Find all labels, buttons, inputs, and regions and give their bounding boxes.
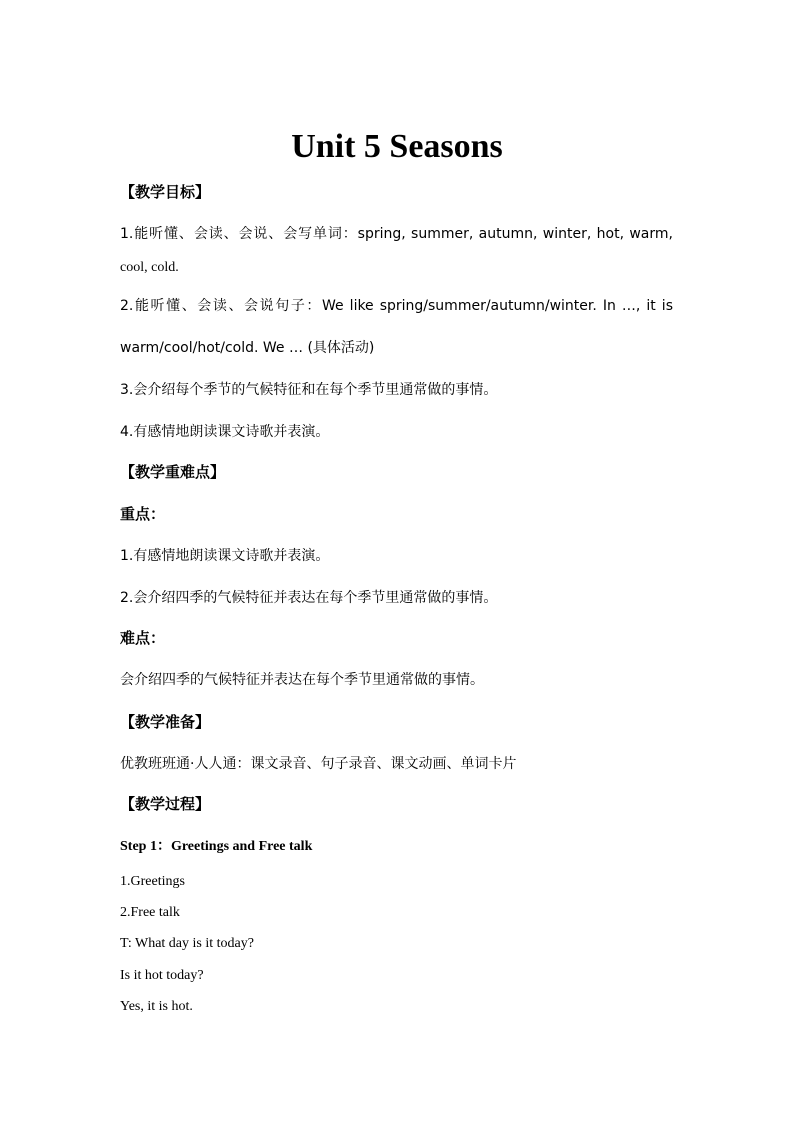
objective-1-line-1: 1.能听懂、会读、会说、会写单词：spring, summer, autumn, winter, hot, warm, [120, 226, 673, 242]
objectives-heading: 【教学目标】 [120, 183, 211, 201]
process-heading: 【教学过程】 [120, 795, 211, 813]
objective-1-line-2: cool, cold. [120, 260, 179, 275]
objective-2-line-1: 2.能听懂、会读、会说句子：We like spring/summer/autumn/winter. In …, it is [120, 298, 673, 314]
key-points-label: 重点： [120, 505, 166, 523]
step-1-item-1: 1.Greetings [120, 874, 185, 889]
preparation-text: 优教班班通·人人通：课文录音、句子录音、课文动画、单词卡片 [120, 756, 517, 772]
step-1-title: Step 1：Greetings and Free talk [120, 839, 313, 854]
key-point-2: 2.会介绍四季的气候特征并表达在每个季节里通常做的事情。 [120, 590, 498, 606]
dialogue-line-3: Yes, it is hot. [120, 999, 193, 1014]
step-1-item-2: 2.Free talk [120, 905, 180, 920]
objective-4: 4.有感情地朗读课文诗歌并表演。 [120, 424, 330, 440]
document-title: Unit 5 Seasons [291, 128, 503, 165]
objective-2-line-2: warm/cool/hot/cold. We … (具体活动) [120, 340, 375, 356]
difficult-label: 难点： [120, 629, 166, 647]
objective-3: 3.会介绍每个季节的气候特征和在每个季节里通常做的事情。 [120, 382, 498, 398]
preparation-heading: 【教学准备】 [120, 713, 211, 731]
key-difficult-heading: 【教学重难点】 [120, 463, 226, 481]
difficult-point: 会介绍四季的气候特征并表达在每个季节里通常做的事情。 [120, 672, 484, 688]
dialogue-line-1: T: What day is it today? [120, 936, 254, 951]
dialogue-line-2: Is it hot today? [120, 968, 204, 983]
key-point-1: 1.有感情地朗读课文诗歌并表演。 [120, 548, 330, 564]
